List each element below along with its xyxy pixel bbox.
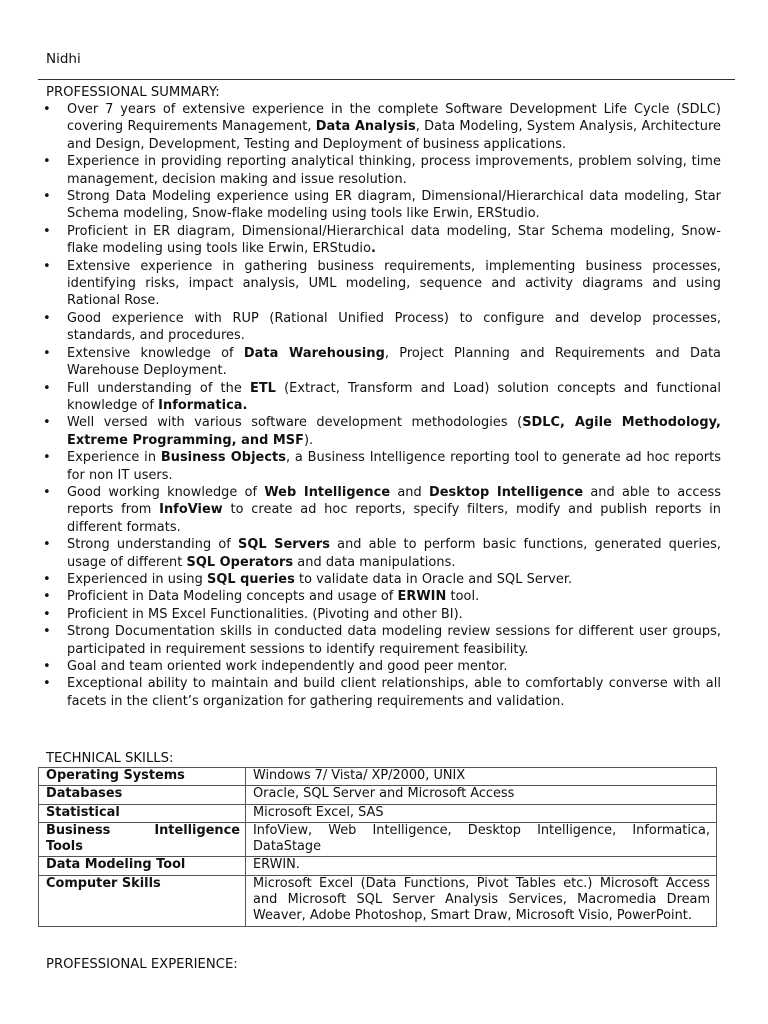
summary-text: tool. [446, 589, 480, 605]
summary-text: Proficient in ER diagram, Dimensional/Hierarchical data modeling, Star Schema modeling, Snow-flake modeling using tools like Erwin, ERStudio [67, 223, 721, 257]
summary-item [67, 258, 721, 310]
skills-row [39, 768, 717, 786]
summary-text: to create ad hoc reports, specify filters, modify and publish reports in different formats. [67, 502, 721, 535]
summary-item [67, 345, 721, 380]
summary-item [67, 571, 721, 588]
skill-category: Operating Systems [39, 768, 246, 786]
summary-text: , Data Modeling, System Analysis, Architecture and Design, Development, Testing and Deployment of business applications. [67, 119, 721, 152]
skills-row [39, 875, 717, 926]
skill-category: Computer Skills [39, 875, 246, 926]
summary-item [67, 606, 721, 623]
summary-keyword: SQL Servers [238, 537, 331, 553]
summary-text: Extensive knowledge of [67, 345, 244, 361]
summary-text: Proficient in Data Modeling concepts and usage of [67, 589, 398, 605]
summary-keyword: SQL queries [206, 571, 295, 587]
summary-text: Good experience with RUP (Rational Unified Process) to configure and develop processes, standards, and procedures. [67, 310, 721, 344]
summary-text: Proficient in MS Excel Functionalities. (Pivoting and other BI). [67, 606, 463, 622]
skill-value: InfoView, Web Intelligence, Desktop Intelligence, Informatica, DataStage [246, 822, 717, 857]
summary-text: Well versed with various software development methodologies ( [67, 415, 523, 431]
summary-item [67, 658, 721, 675]
summary-text: Over 7 years of extensive experience in the complete Software Development Life Cycle (SDLC) covering Requirements Management, [67, 102, 721, 135]
summary-text: and [390, 484, 429, 500]
summary-text: Full understanding of the [67, 380, 250, 396]
candidate-name: Nidhi [46, 51, 81, 67]
summary-keyword: Business Objects [160, 450, 286, 466]
skill-value: Oracle, SQL Server and Microsoft Access [246, 786, 717, 804]
skill-category: Databases [39, 786, 246, 804]
skill-category: Data Modeling Tool [39, 857, 246, 875]
summary-text: to validate data in Oracle and SQL Server. [294, 571, 573, 587]
summary-text: (Extract, Transform and Load) solution concepts and functional knowledge of [67, 380, 721, 413]
summary-keyword: Informatica. [158, 397, 248, 413]
summary-keyword: Web Intelligence [264, 484, 391, 500]
summary-item [67, 153, 721, 188]
summary-text: Strong Documentation skills in conducted data modeling review sessions for different user groups, participated in requirement sessions to identify requirement feasibility. [67, 624, 721, 657]
skills-table [38, 767, 717, 927]
summary-text: , a Business Intelligence reporting tool to generate ad hoc reports for non IT users. [67, 450, 721, 483]
skills-row [39, 857, 717, 875]
summary-keyword: Data Analysis [315, 119, 416, 135]
summary-text: , Project Planning and Requirements and Data Warehouse Deployment. [67, 345, 721, 379]
skill-value: Microsoft Excel, SAS [246, 804, 717, 822]
skill-value: ERWIN. [246, 857, 717, 875]
summary-item [67, 101, 721, 153]
skill-value: Windows 7/ Vista/ XP/2000, UNIX [246, 768, 717, 786]
skill-category: Statistical [39, 804, 246, 822]
summary-list [67, 101, 721, 710]
summary-text: Goal and team oriented work independently and good peer mentor. [67, 659, 508, 674]
summary-keyword: ETL [249, 380, 276, 396]
summary-text: Strong Data Modeling experience using ER diagram, Dimensional/Hierarchical data modeling, Star Schema modeling, Snow-flake modeling using tools like Erwin, ERStudio. [67, 189, 721, 222]
summary-item [67, 588, 721, 605]
skills-row [39, 804, 717, 822]
summary-text: ). [303, 432, 314, 448]
summary-item [67, 380, 721, 415]
skills-heading: TECHNICAL SKILLS: [46, 751, 174, 766]
summary-keyword: InfoView [159, 502, 223, 518]
summary-item [67, 484, 721, 536]
summary-text: Experienced in using [67, 571, 207, 587]
summary-item [67, 223, 721, 258]
summary-text: Good working knowledge of [67, 484, 265, 500]
summary-text: Strong understanding of [67, 537, 239, 553]
summary-keyword: SDLC, Agile Methodology, Extreme Programming, and MSF [67, 415, 721, 448]
summary-keyword: Desktop Intelligence [428, 484, 584, 500]
summary-keyword: SQL Operators [186, 554, 294, 570]
summary-item [67, 414, 721, 449]
summary-heading: PROFESSIONAL SUMMARY: [46, 85, 220, 100]
summary-text: Exceptional ability to maintain and build client relationships, able to comfortably converse with all facets in the client’s organization for gathering requirements and validation. [67, 676, 721, 709]
summary-item [67, 449, 721, 484]
skill-value: Microsoft Excel (Data Functions, Pivot Tables etc.) Microsoft Access and Microsoft SQL Server Analysis Services, Macromedia Dream Weaver, Adobe Photoshop, Smart Draw, Microsoft Visio, PowerPoint. [246, 875, 717, 926]
summary-text: Experience in providing reporting analytical thinking, process improvements, problem solving, time management, decision making and issue resolution. [67, 154, 721, 187]
summary-text: Experience in [67, 450, 161, 466]
skills-row [39, 822, 717, 857]
experience-heading: PROFESSIONAL EXPERIENCE: [46, 957, 238, 972]
header-divider [38, 79, 735, 80]
summary-item [67, 310, 721, 345]
summary-item [67, 623, 721, 658]
summary-text: and able to access reports from [67, 484, 721, 518]
summary-keyword: . [371, 241, 376, 257]
summary-text: and able to perform basic functions, generated queries, usage of different [67, 537, 721, 570]
skill-category: Business Intelligence Tools [39, 822, 246, 857]
summary-keyword: ERWIN [397, 589, 447, 605]
summary-keyword: Data Warehousing [243, 345, 385, 361]
summary-item [67, 536, 721, 571]
summary-text: Extensive experience in gathering business requirements, implementing business processes, identifying risks, impact analysis, UML modeling, sequence and activity diagrams and using Rational Rose. [67, 258, 721, 309]
summary-item [67, 188, 721, 223]
summary-item [67, 675, 721, 710]
skills-row [39, 786, 717, 804]
summary-text: and data manipulations. [293, 554, 456, 570]
